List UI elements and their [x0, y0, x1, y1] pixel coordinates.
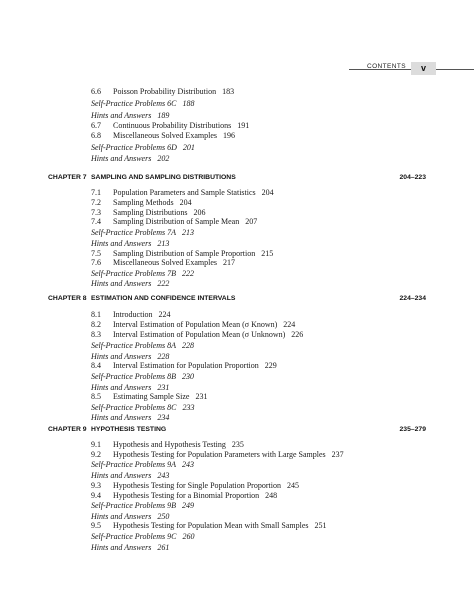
page-ref: 243	[157, 471, 170, 480]
section-title: Interval Estimation of Population Mean (σ Unknown)	[113, 330, 286, 339]
toc-entry[interactable]	[91, 217, 257, 227]
page-ref: 251	[314, 521, 327, 530]
section-title: Hypothesis Testing for Population Mean with Small Samples	[113, 521, 309, 530]
page-ref: 222	[182, 269, 195, 278]
toc-entry[interactable]	[91, 392, 207, 402]
chapter-heading-9[interactable]	[48, 425, 166, 435]
section-number: 8.1	[91, 310, 101, 319]
chapter-label: CHAPTER 8	[48, 295, 87, 302]
section-number: 7.6	[91, 258, 101, 267]
toc-entry[interactable]	[91, 99, 194, 109]
section-title: Hypothesis Testing for Population Parameters with Large Samples	[113, 450, 326, 459]
toc-entry[interactable]	[91, 143, 195, 153]
section-number: 7.3	[91, 208, 101, 217]
toc-entry[interactable]	[91, 532, 194, 542]
section-title: Self-Practice Problems 6D	[91, 143, 177, 152]
section-number: 8.2	[91, 320, 101, 329]
page-ref: 231	[157, 383, 170, 392]
toc-entry[interactable]	[91, 269, 194, 279]
section-number: 8.3	[91, 330, 101, 339]
section-number: 9.3	[91, 481, 101, 490]
chapter-label: CHAPTER 9	[48, 426, 87, 433]
page-ref: 261	[157, 543, 170, 552]
page-ref: 231	[195, 392, 208, 401]
section-title: Introduction	[113, 310, 153, 319]
toc-entry[interactable]	[91, 341, 194, 351]
page-ref: 228	[157, 352, 170, 361]
page-ref: 224	[158, 310, 171, 319]
page-ref: 224	[283, 320, 296, 329]
section-title: Self-Practice Problems 9C	[91, 532, 177, 541]
page-ref: 226	[291, 330, 304, 339]
section-title: Sampling Distributions	[113, 208, 188, 217]
section-number: 7.2	[91, 198, 101, 207]
running-header: CONTENTS	[367, 63, 406, 70]
section-title: Hints and Answers	[91, 111, 152, 120]
section-number: 6.6	[91, 87, 101, 96]
toc-entry[interactable]	[91, 361, 277, 371]
section-title: Self-Practice Problems 6C	[91, 99, 177, 108]
section-title: Hints and Answers	[91, 279, 152, 288]
page-ref: 233	[182, 403, 195, 412]
toc-entry[interactable]	[91, 440, 244, 450]
chapter-title: SAMPLING AND SAMPLING DISTRIBUTIONS	[91, 174, 236, 181]
page-ref: 213	[182, 228, 195, 237]
chapter-heading-8[interactable]	[48, 294, 235, 304]
section-number: 8.4	[91, 361, 101, 370]
page-ref: 245	[286, 481, 299, 490]
section-title: Hints and Answers	[91, 352, 152, 361]
section-title: Interval Estimation for Population Proportion	[113, 361, 259, 370]
toc-entry[interactable]	[91, 111, 169, 121]
toc-entry[interactable]	[91, 198, 192, 208]
section-title: Hints and Answers	[91, 512, 152, 521]
section-title: Miscellaneous Solved Examples	[113, 131, 217, 140]
section-number: 6.8	[91, 131, 101, 140]
section-title: Interval Estimation of Population Mean (σ Known)	[113, 320, 278, 329]
toc-entry[interactable]	[91, 228, 194, 238]
section-title: Self-Practice Problems 7B	[91, 269, 177, 278]
toc-entry[interactable]	[91, 543, 169, 553]
chapter-page-range: 224–234	[399, 295, 426, 302]
toc-entry[interactable]	[91, 403, 194, 413]
page-ref: 188	[182, 99, 195, 108]
section-title: Self-Practice Problems 7A	[91, 228, 177, 237]
section-title: Hints and Answers	[91, 383, 152, 392]
toc-entry[interactable]	[91, 279, 169, 289]
section-title: Estimating Sample Size	[113, 392, 190, 401]
toc-entry[interactable]	[91, 320, 295, 330]
toc-entry[interactable]	[91, 239, 169, 249]
section-title: Self-Practice Problems 8A	[91, 341, 177, 350]
chapter-page-range: 204–223	[399, 174, 426, 181]
page-ref: 230	[182, 372, 195, 381]
section-number: 9.2	[91, 450, 101, 459]
toc-entry[interactable]	[91, 188, 274, 198]
section-title: Sampling Distribution of Sample Mean	[113, 217, 240, 226]
section-number: 7.4	[91, 217, 101, 226]
section-title: Hints and Answers	[91, 471, 152, 480]
page-ref: 243	[182, 460, 195, 469]
section-title: Sampling Distribution of Sample Proportion	[113, 249, 256, 258]
page-ref: 234	[157, 413, 170, 422]
section-title: Hints and Answers	[91, 239, 152, 248]
toc-entry[interactable]	[91, 258, 235, 268]
section-title: Poisson Probability Distribution	[113, 87, 217, 96]
section-title: Self-Practice Problems 8B	[91, 372, 177, 381]
page-ref: 206	[193, 208, 206, 217]
page-ref: 222	[157, 279, 170, 288]
section-number: 6.7	[91, 121, 101, 130]
section-title: Hints and Answers	[91, 543, 152, 552]
section-title: Continuous Probability Distributions	[113, 121, 232, 130]
section-number: 9.5	[91, 521, 101, 530]
section-number: 8.5	[91, 392, 101, 401]
chapter-label: CHAPTER 7	[48, 174, 87, 181]
page-ref: 189	[157, 111, 170, 120]
page-ref: 183	[222, 87, 235, 96]
toc-entry[interactable]	[91, 413, 169, 423]
page-number: v	[411, 62, 436, 75]
page-ref: 204	[179, 198, 192, 207]
chapter-page-range: 235–279	[399, 426, 426, 433]
toc-entry[interactable]	[91, 521, 327, 531]
chapter-title: ESTIMATION AND CONFIDENCE INTERVALS	[91, 295, 236, 302]
toc-entry[interactable]	[91, 154, 169, 164]
page-ref: 248	[265, 491, 278, 500]
page-ref: 229	[264, 361, 277, 370]
section-title: Hints and Answers	[91, 413, 152, 422]
section-number: 7.1	[91, 188, 101, 197]
section-number: 7.5	[91, 249, 101, 258]
toc-entry[interactable]	[91, 460, 194, 470]
toc-entry[interactable]	[91, 87, 234, 97]
page-ref: 201	[182, 143, 195, 152]
toc-entry[interactable]	[91, 501, 194, 511]
toc-entry[interactable]	[91, 310, 171, 320]
section-title: Hypothesis Testing for Single Population Proportion	[113, 481, 281, 490]
page-ref: 191	[237, 121, 250, 130]
section-title: Hypothesis and Hypothesis Testing	[113, 440, 226, 449]
toc-entry[interactable]	[91, 471, 169, 481]
toc-entry[interactable]	[91, 131, 235, 141]
page-ref: 249	[182, 501, 195, 510]
section-title: Population Parameters and Sample Statistics	[113, 188, 256, 197]
section-title: Miscellaneous Solved Examples	[113, 258, 217, 267]
toc-entry[interactable]	[91, 372, 194, 382]
page-ref: 237	[331, 450, 344, 459]
page-ref: 215	[261, 249, 274, 258]
section-title: Hints and Answers	[91, 154, 152, 163]
page-ref: 196	[222, 131, 235, 140]
page-ref: 217	[222, 258, 235, 267]
section-title: Hypothesis Testing for a Binomial Proportion	[113, 491, 260, 500]
page-ref: 235	[231, 440, 244, 449]
section-title: Self-Practice Problems 9A	[91, 460, 177, 469]
section-title: Self-Practice Problems 9B	[91, 501, 177, 510]
toc-entry[interactable]	[91, 450, 344, 460]
page-ref: 250	[157, 512, 170, 521]
section-number: 9.1	[91, 440, 101, 449]
toc-entry[interactable]	[91, 481, 299, 491]
section-title: Self-Practice Problems 8C	[91, 403, 177, 412]
page-ref: 213	[157, 239, 170, 248]
page-ref: 202	[157, 154, 170, 163]
section-title: Sampling Methods	[113, 198, 174, 207]
toc-entry[interactable]	[91, 330, 303, 340]
page-ref: 228	[182, 341, 195, 350]
toc-entry[interactable]	[91, 491, 277, 501]
page-ref: 204	[261, 188, 274, 197]
page-ref: 207	[245, 217, 258, 226]
section-number: 9.4	[91, 491, 101, 500]
page-ref: 260	[182, 532, 195, 541]
chapter-heading-7[interactable]	[48, 173, 236, 183]
toc-entry[interactable]	[91, 121, 249, 131]
chapter-title: HYPOTHESIS TESTING	[91, 426, 167, 433]
